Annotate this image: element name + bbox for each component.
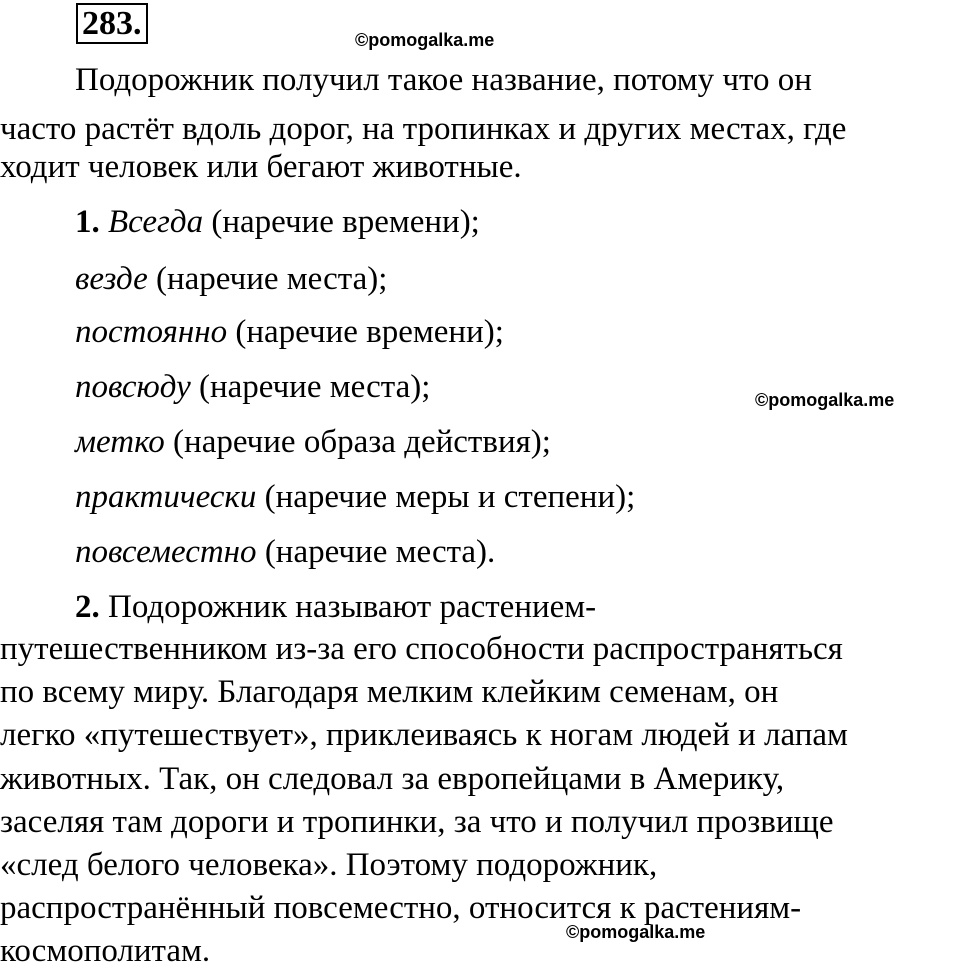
text-line: ходит человек или бегают животные. — [0, 149, 522, 185]
adverb-word: метко — [75, 424, 165, 460]
text-line: заселяя там дороги и тропинки, за что и получил прозвище — [0, 804, 834, 840]
text-line: Подорожник получил такое название, потому что он — [75, 62, 812, 98]
adverb-note: (наречие меры и степени); — [256, 479, 636, 515]
adverb-note: (наречие места); — [147, 261, 388, 297]
list-item — [75, 260, 387, 298]
adverb-note: (наречие времени); — [203, 204, 480, 240]
part2-number: 2. — [75, 589, 100, 625]
text-line: космополитам. — [0, 933, 211, 969]
list-item — [75, 313, 504, 351]
text-line: легко «путешествует», приклеиваясь к ногам людей и лапам — [0, 717, 848, 753]
text-line: распространённый повсеместно, относится к растениям- — [0, 890, 802, 926]
adverb-word: постоянно — [75, 314, 228, 350]
list-item — [75, 478, 635, 516]
adverb-word: практически — [75, 479, 257, 515]
adverb-word: повсеместно — [75, 534, 257, 570]
part1-number: 1. — [75, 204, 100, 240]
list-item — [75, 423, 551, 461]
list-item — [75, 203, 480, 241]
adverb-note: (наречие времени); — [227, 314, 504, 350]
adverb-word: везде — [75, 261, 148, 297]
adverb-word: повсюду — [75, 369, 191, 405]
text-line: «след белого человека». Поэтому подорожник, — [0, 847, 658, 883]
watermark: ©pomogalka.me — [755, 390, 895, 410]
text-line: по всему миру. Благодаря мелким клейким семенам, он — [0, 674, 779, 710]
list-item — [75, 368, 430, 406]
text-fragment: Подорожник называют растением- — [99, 589, 597, 625]
watermark: ©pomogalka.me — [355, 30, 495, 50]
adverb-note: (наречие образа действия); — [164, 424, 551, 460]
adverb-note: (наречие места). — [256, 534, 496, 570]
text-line — [75, 588, 596, 626]
watermark: ©pomogalka.me — [566, 922, 706, 942]
adverb-note: (наречие места); — [190, 369, 431, 405]
text-line: часто растёт вдоль дорог, на тропинках и других местах, где — [0, 111, 847, 147]
adverb-word: Всегда — [108, 204, 204, 240]
text-line: путешественником из-за его способности распространяться — [0, 631, 843, 667]
text-line: животных. Так, он следовал за европейцами в Америку, — [0, 761, 785, 797]
task-number: 283. — [76, 3, 148, 44]
list-item — [75, 533, 495, 571]
